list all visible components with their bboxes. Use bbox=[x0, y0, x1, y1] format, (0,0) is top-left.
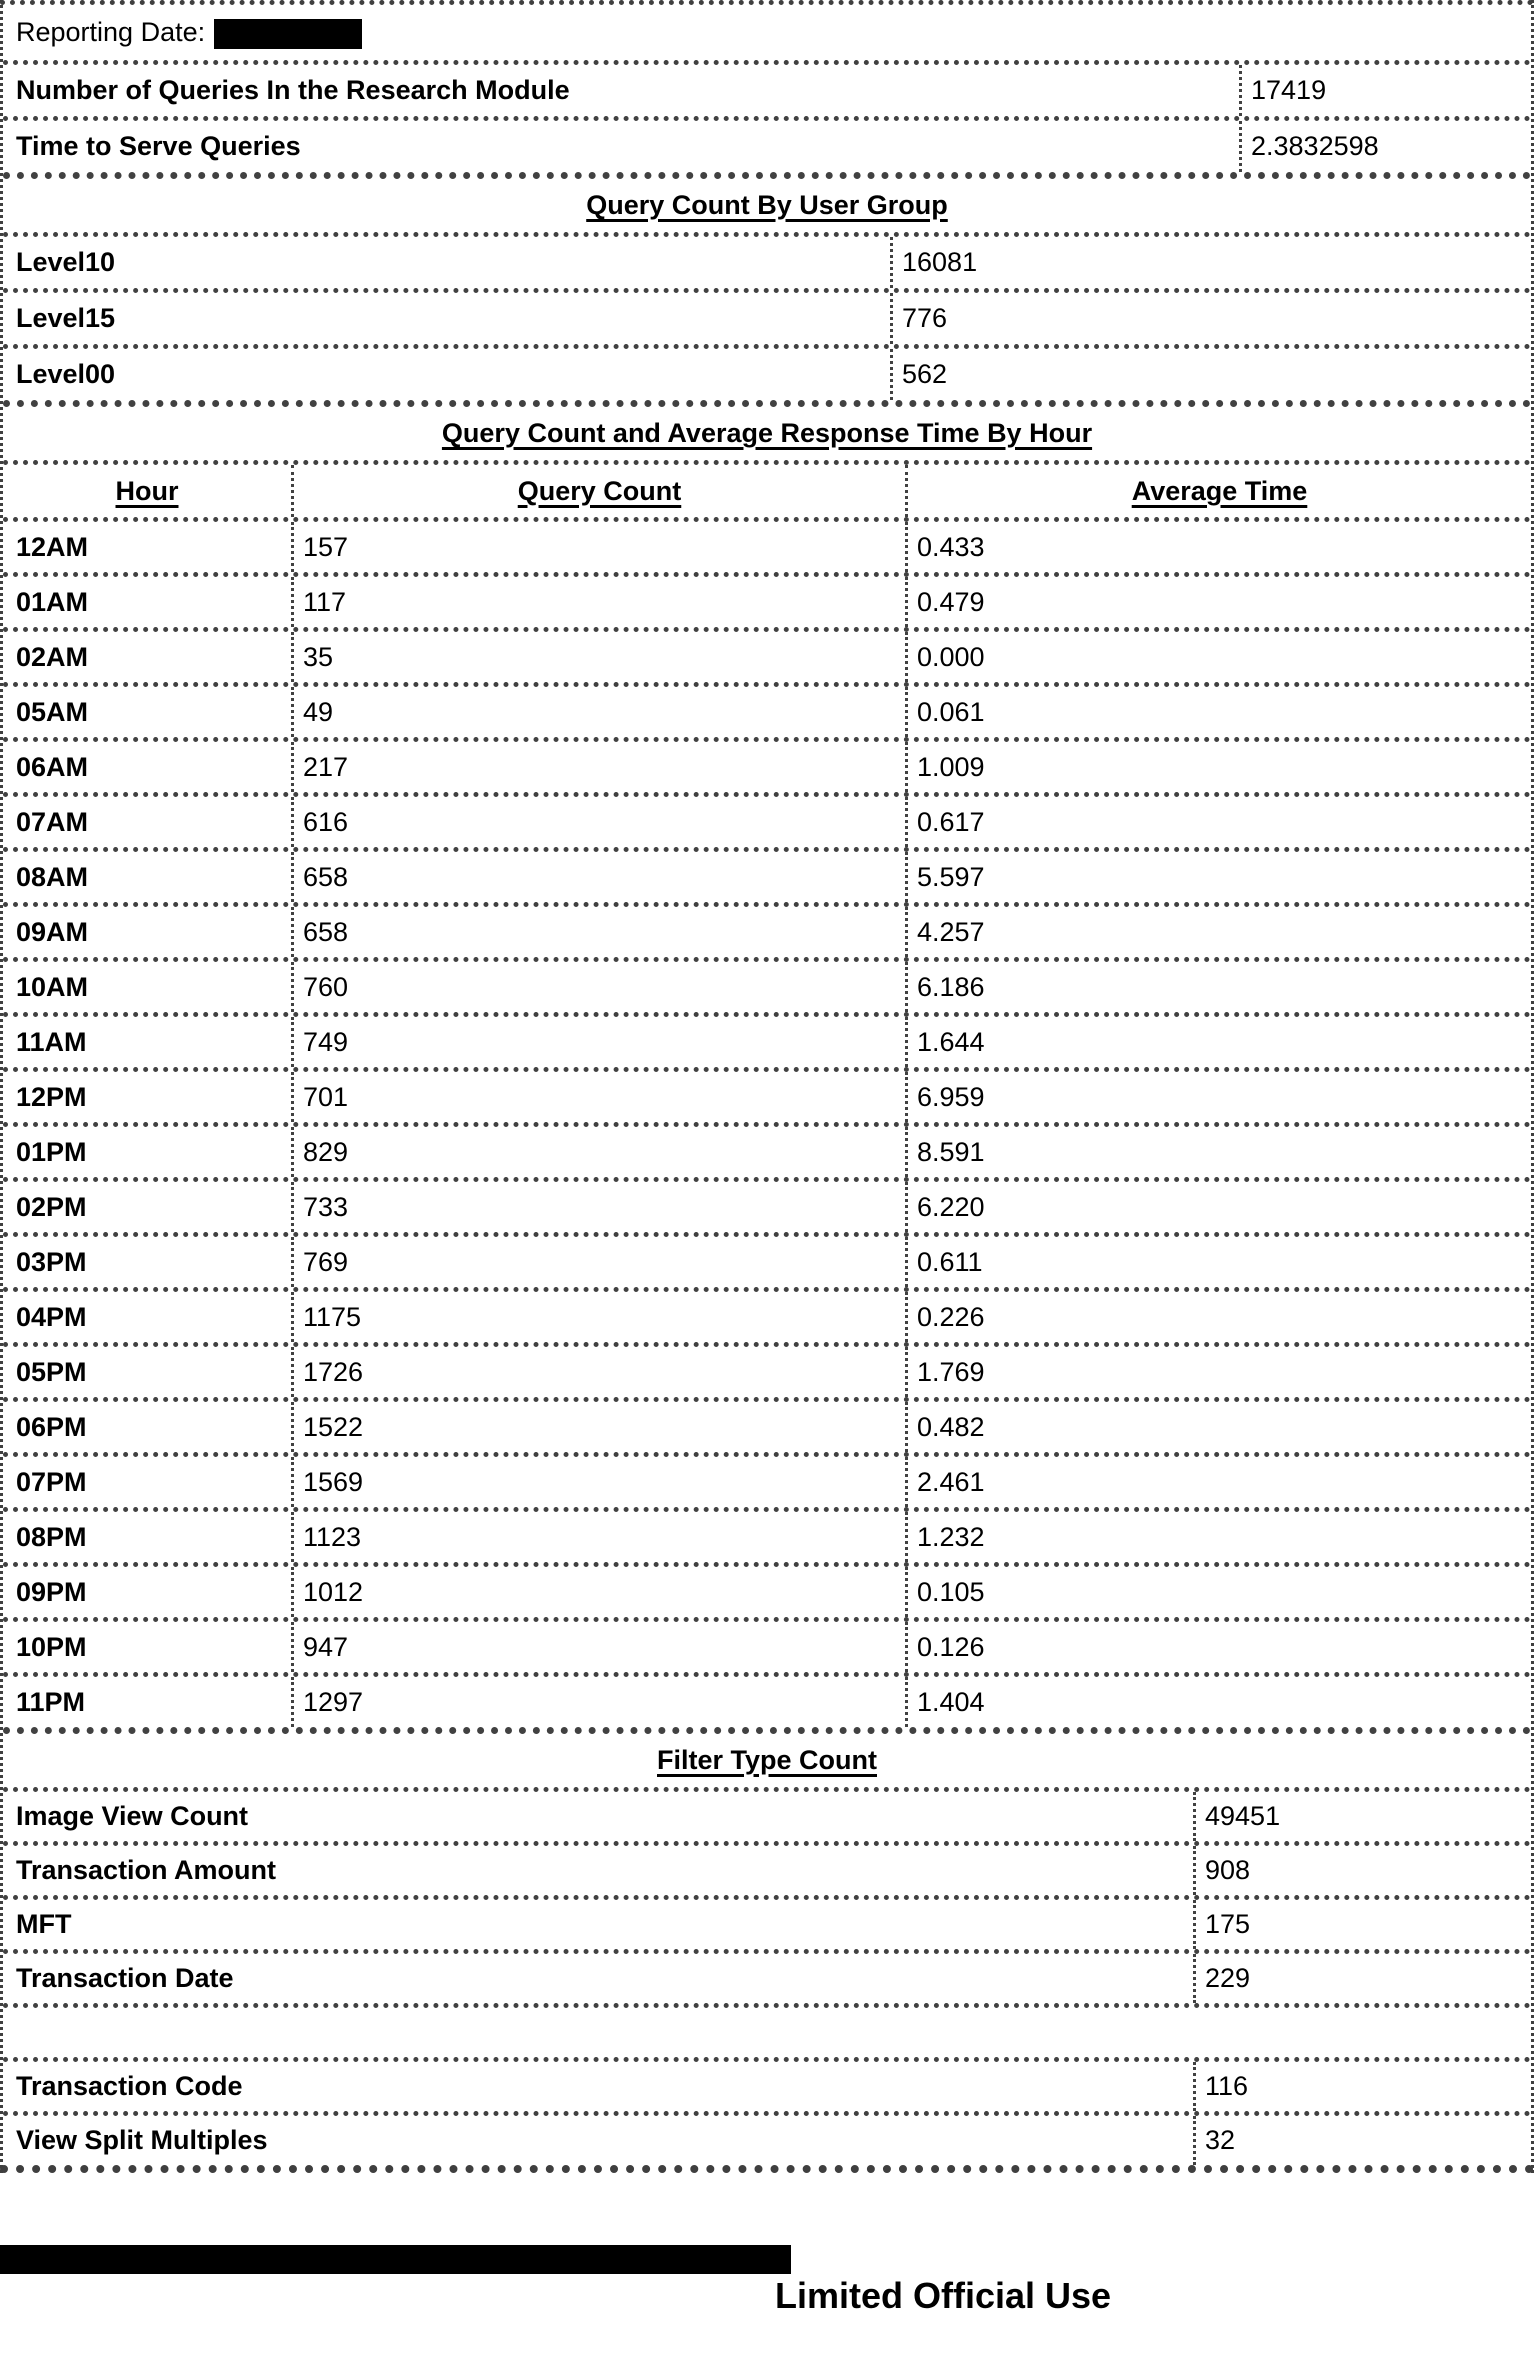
user-group-row-value: 562 bbox=[890, 349, 1531, 400]
hourly-row-average-time: 1.644 bbox=[905, 1017, 1531, 1067]
hourly-row-average-time: 6.186 bbox=[905, 962, 1531, 1012]
hourly-row bbox=[3, 1012, 1531, 1067]
user-group-row-value: 16081 bbox=[890, 237, 1531, 288]
summary-row bbox=[3, 116, 1531, 172]
filter-row bbox=[3, 1949, 1531, 2003]
hourly-row-average-time: 0.105 bbox=[905, 1567, 1531, 1617]
hourly-row-query-count: 616 bbox=[291, 797, 905, 847]
filter-row-empty-cell bbox=[3, 2008, 1531, 2057]
hourly-row bbox=[3, 1617, 1531, 1672]
hourly-rows-group bbox=[3, 517, 1531, 1727]
hourly-row bbox=[3, 737, 1531, 792]
user-group-row-label: Level10 bbox=[16, 247, 116, 277]
filter-row-label: MFT bbox=[16, 1909, 72, 1939]
query-count-column-header-cell bbox=[291, 465, 905, 517]
hourly-row-hour: 08AM bbox=[16, 861, 89, 892]
user-group-rows-group bbox=[3, 232, 1531, 400]
hourly-row-query-count: 1297 bbox=[291, 1677, 905, 1727]
hourly-row bbox=[3, 1177, 1531, 1232]
hourly-row-query-count: 1012 bbox=[291, 1567, 905, 1617]
hourly-row-average-time: 1.404 bbox=[905, 1677, 1531, 1727]
hourly-row bbox=[3, 1397, 1531, 1452]
filter-row-label: View Split Multiples bbox=[16, 2125, 268, 2155]
hourly-row-query-count: 157 bbox=[291, 522, 905, 572]
hourly-row-average-time: 2.461 bbox=[905, 1457, 1531, 1507]
hourly-row-hour: 09AM bbox=[16, 916, 89, 947]
filter-row bbox=[3, 1895, 1531, 1949]
hourly-row-hour: 04PM bbox=[16, 1301, 87, 1332]
hourly-row bbox=[3, 1232, 1531, 1287]
hourly-row-hour: 01PM bbox=[16, 1136, 87, 1167]
hourly-row-hour: 11AM bbox=[16, 1026, 87, 1057]
hourly-row-query-count: 35 bbox=[291, 632, 905, 682]
filter-row-value: 116 bbox=[1193, 2062, 1531, 2111]
hourly-row-query-count: 947 bbox=[291, 1622, 905, 1672]
hourly-row-hour: 05PM bbox=[16, 1356, 87, 1387]
reporting-date-row bbox=[3, 5, 1531, 60]
hourly-row-hour: 10PM bbox=[16, 1631, 87, 1662]
hourly-row bbox=[3, 572, 1531, 627]
filter-row-label: Transaction Code bbox=[16, 2071, 243, 2101]
hourly-row-average-time: 0.433 bbox=[905, 522, 1531, 572]
hourly-row-average-time: 8.591 bbox=[905, 1127, 1531, 1177]
hourly-row-hour: 01AM bbox=[16, 586, 89, 617]
hourly-row-hour: 07PM bbox=[16, 1466, 87, 1497]
hourly-row-average-time: 0.126 bbox=[905, 1622, 1531, 1672]
hourly-row bbox=[3, 1122, 1531, 1177]
user-group-section-title: Query Count By User Group bbox=[586, 190, 948, 220]
user-group-row-label: Level00 bbox=[16, 359, 116, 389]
filter-row bbox=[3, 1787, 1531, 1841]
hourly-row-average-time: 1.009 bbox=[905, 742, 1531, 792]
footer-redaction-bar bbox=[0, 2245, 791, 2274]
filter-row bbox=[3, 1841, 1531, 1895]
hourly-row-average-time: 0.000 bbox=[905, 632, 1531, 682]
hourly-row-average-time: 6.220 bbox=[905, 1182, 1531, 1232]
hourly-row bbox=[3, 1507, 1531, 1562]
hourly-row bbox=[3, 847, 1531, 902]
hourly-row-hour: 03PM bbox=[16, 1246, 87, 1277]
hourly-row bbox=[3, 957, 1531, 1012]
hourly-row-query-count: 1522 bbox=[291, 1402, 905, 1452]
average-time-column-header: Average Time bbox=[1131, 475, 1308, 506]
filter-row-label: Transaction Date bbox=[16, 1963, 234, 1993]
hourly-row-hour: 02AM bbox=[16, 641, 89, 672]
hourly-row-average-time: 6.959 bbox=[905, 1072, 1531, 1122]
reporting-date-redaction-box bbox=[214, 19, 362, 49]
hourly-row bbox=[3, 792, 1531, 847]
hourly-row bbox=[3, 1067, 1531, 1122]
user-group-row bbox=[3, 288, 1531, 344]
filter-row bbox=[3, 2111, 1531, 2165]
hourly-row-query-count: 658 bbox=[291, 852, 905, 902]
filter-rows-group bbox=[3, 1787, 1531, 2165]
hourly-row-average-time: 1.769 bbox=[905, 1347, 1531, 1397]
filter-section-title: Filter Type Count bbox=[657, 1745, 877, 1775]
hourly-row bbox=[3, 682, 1531, 737]
hourly-row-hour: 12AM bbox=[16, 531, 89, 562]
hourly-section-header bbox=[3, 400, 1531, 460]
filter-row-label: Image View Count bbox=[16, 1801, 249, 1831]
hourly-row-query-count: 733 bbox=[291, 1182, 905, 1232]
hourly-row bbox=[3, 1672, 1531, 1727]
summary-row-label: Time to Serve Queries bbox=[16, 131, 301, 161]
filter-row-label: Transaction Amount bbox=[16, 1855, 277, 1885]
filter-row bbox=[3, 2057, 1531, 2111]
hourly-row-query-count: 49 bbox=[291, 687, 905, 737]
hourly-row-query-count: 1123 bbox=[291, 1512, 905, 1562]
hour-column-header-cell bbox=[3, 465, 291, 517]
filter-row-value: 229 bbox=[1193, 1954, 1531, 2003]
filter-row-empty bbox=[3, 2003, 1531, 2057]
summary-row-value: 17419 bbox=[1239, 65, 1531, 116]
hourly-row-query-count: 117 bbox=[291, 577, 905, 627]
hourly-row-query-count: 701 bbox=[291, 1072, 905, 1122]
hourly-row-query-count: 217 bbox=[291, 742, 905, 792]
hourly-row-query-count: 1175 bbox=[291, 1292, 905, 1342]
summary-row-value: 2.3832598 bbox=[1239, 121, 1531, 172]
hourly-row-hour: 05AM bbox=[16, 696, 89, 727]
summary-row bbox=[3, 60, 1531, 116]
user-group-row-label: Level15 bbox=[16, 303, 116, 333]
hourly-row-hour: 06PM bbox=[16, 1411, 87, 1442]
hourly-row-query-count: 658 bbox=[291, 907, 905, 957]
hourly-row-hour: 10AM bbox=[16, 971, 89, 1002]
hourly-row-query-count: 749 bbox=[291, 1017, 905, 1067]
hourly-row-hour: 09PM bbox=[16, 1576, 87, 1607]
filter-row-value: 49451 bbox=[1193, 1792, 1531, 1841]
hourly-row-query-count: 1726 bbox=[291, 1347, 905, 1397]
hourly-row-average-time: 5.597 bbox=[905, 852, 1531, 902]
hourly-row-hour: 11PM bbox=[16, 1686, 86, 1717]
hourly-section-title: Query Count and Average Response Time By Hour bbox=[441, 418, 1093, 448]
user-group-section-header bbox=[3, 172, 1531, 232]
hourly-row bbox=[3, 1287, 1531, 1342]
hourly-row-average-time: 0.061 bbox=[905, 687, 1531, 737]
hourly-row-average-time: 0.479 bbox=[905, 577, 1531, 627]
hourly-row-hour: 07AM bbox=[16, 806, 89, 837]
query-count-column-header: Query Count bbox=[517, 475, 682, 506]
reporting-date-label: Reporting Date: bbox=[16, 17, 206, 47]
hourly-column-header-row bbox=[3, 460, 1531, 517]
hourly-row bbox=[3, 1342, 1531, 1397]
hourly-row-average-time: 0.611 bbox=[905, 1237, 1531, 1287]
user-group-row-value: 776 bbox=[890, 293, 1531, 344]
hourly-row-hour: 06AM bbox=[16, 751, 89, 782]
hourly-row bbox=[3, 902, 1531, 957]
hourly-row-average-time: 0.617 bbox=[905, 797, 1531, 847]
hourly-row-query-count: 1569 bbox=[291, 1457, 905, 1507]
filter-row-value: 175 bbox=[1193, 1900, 1531, 1949]
hourly-row-query-count: 760 bbox=[291, 962, 905, 1012]
hourly-row bbox=[3, 627, 1531, 682]
user-group-row bbox=[3, 344, 1531, 400]
hourly-row-hour: 02PM bbox=[16, 1191, 87, 1222]
summary-row-label: Number of Queries In the Research Module bbox=[16, 75, 570, 105]
hourly-row-average-time: 0.226 bbox=[905, 1292, 1531, 1342]
hourly-row bbox=[3, 1562, 1531, 1617]
hourly-row-average-time: 1.232 bbox=[905, 1512, 1531, 1562]
hourly-row bbox=[3, 1452, 1531, 1507]
hour-column-header: Hour bbox=[115, 475, 179, 506]
hourly-row-query-count: 829 bbox=[291, 1127, 905, 1177]
hourly-row-average-time: 0.482 bbox=[905, 1402, 1531, 1452]
filter-row-value: 908 bbox=[1193, 1846, 1531, 1895]
filter-section-header bbox=[3, 1727, 1531, 1787]
hourly-row-average-time: 4.257 bbox=[905, 907, 1531, 957]
hourly-row-query-count: 769 bbox=[291, 1237, 905, 1287]
classification-label: Limited Official Use bbox=[775, 2275, 1112, 2316]
summary-rows-group bbox=[3, 60, 1531, 172]
average-time-column-header-cell bbox=[905, 465, 1531, 517]
hourly-row bbox=[3, 517, 1531, 572]
user-group-row bbox=[3, 232, 1531, 288]
filter-row-value: 32 bbox=[1193, 2116, 1531, 2165]
hourly-row-hour: 12PM bbox=[16, 1081, 87, 1112]
hourly-row-hour: 08PM bbox=[16, 1521, 87, 1552]
